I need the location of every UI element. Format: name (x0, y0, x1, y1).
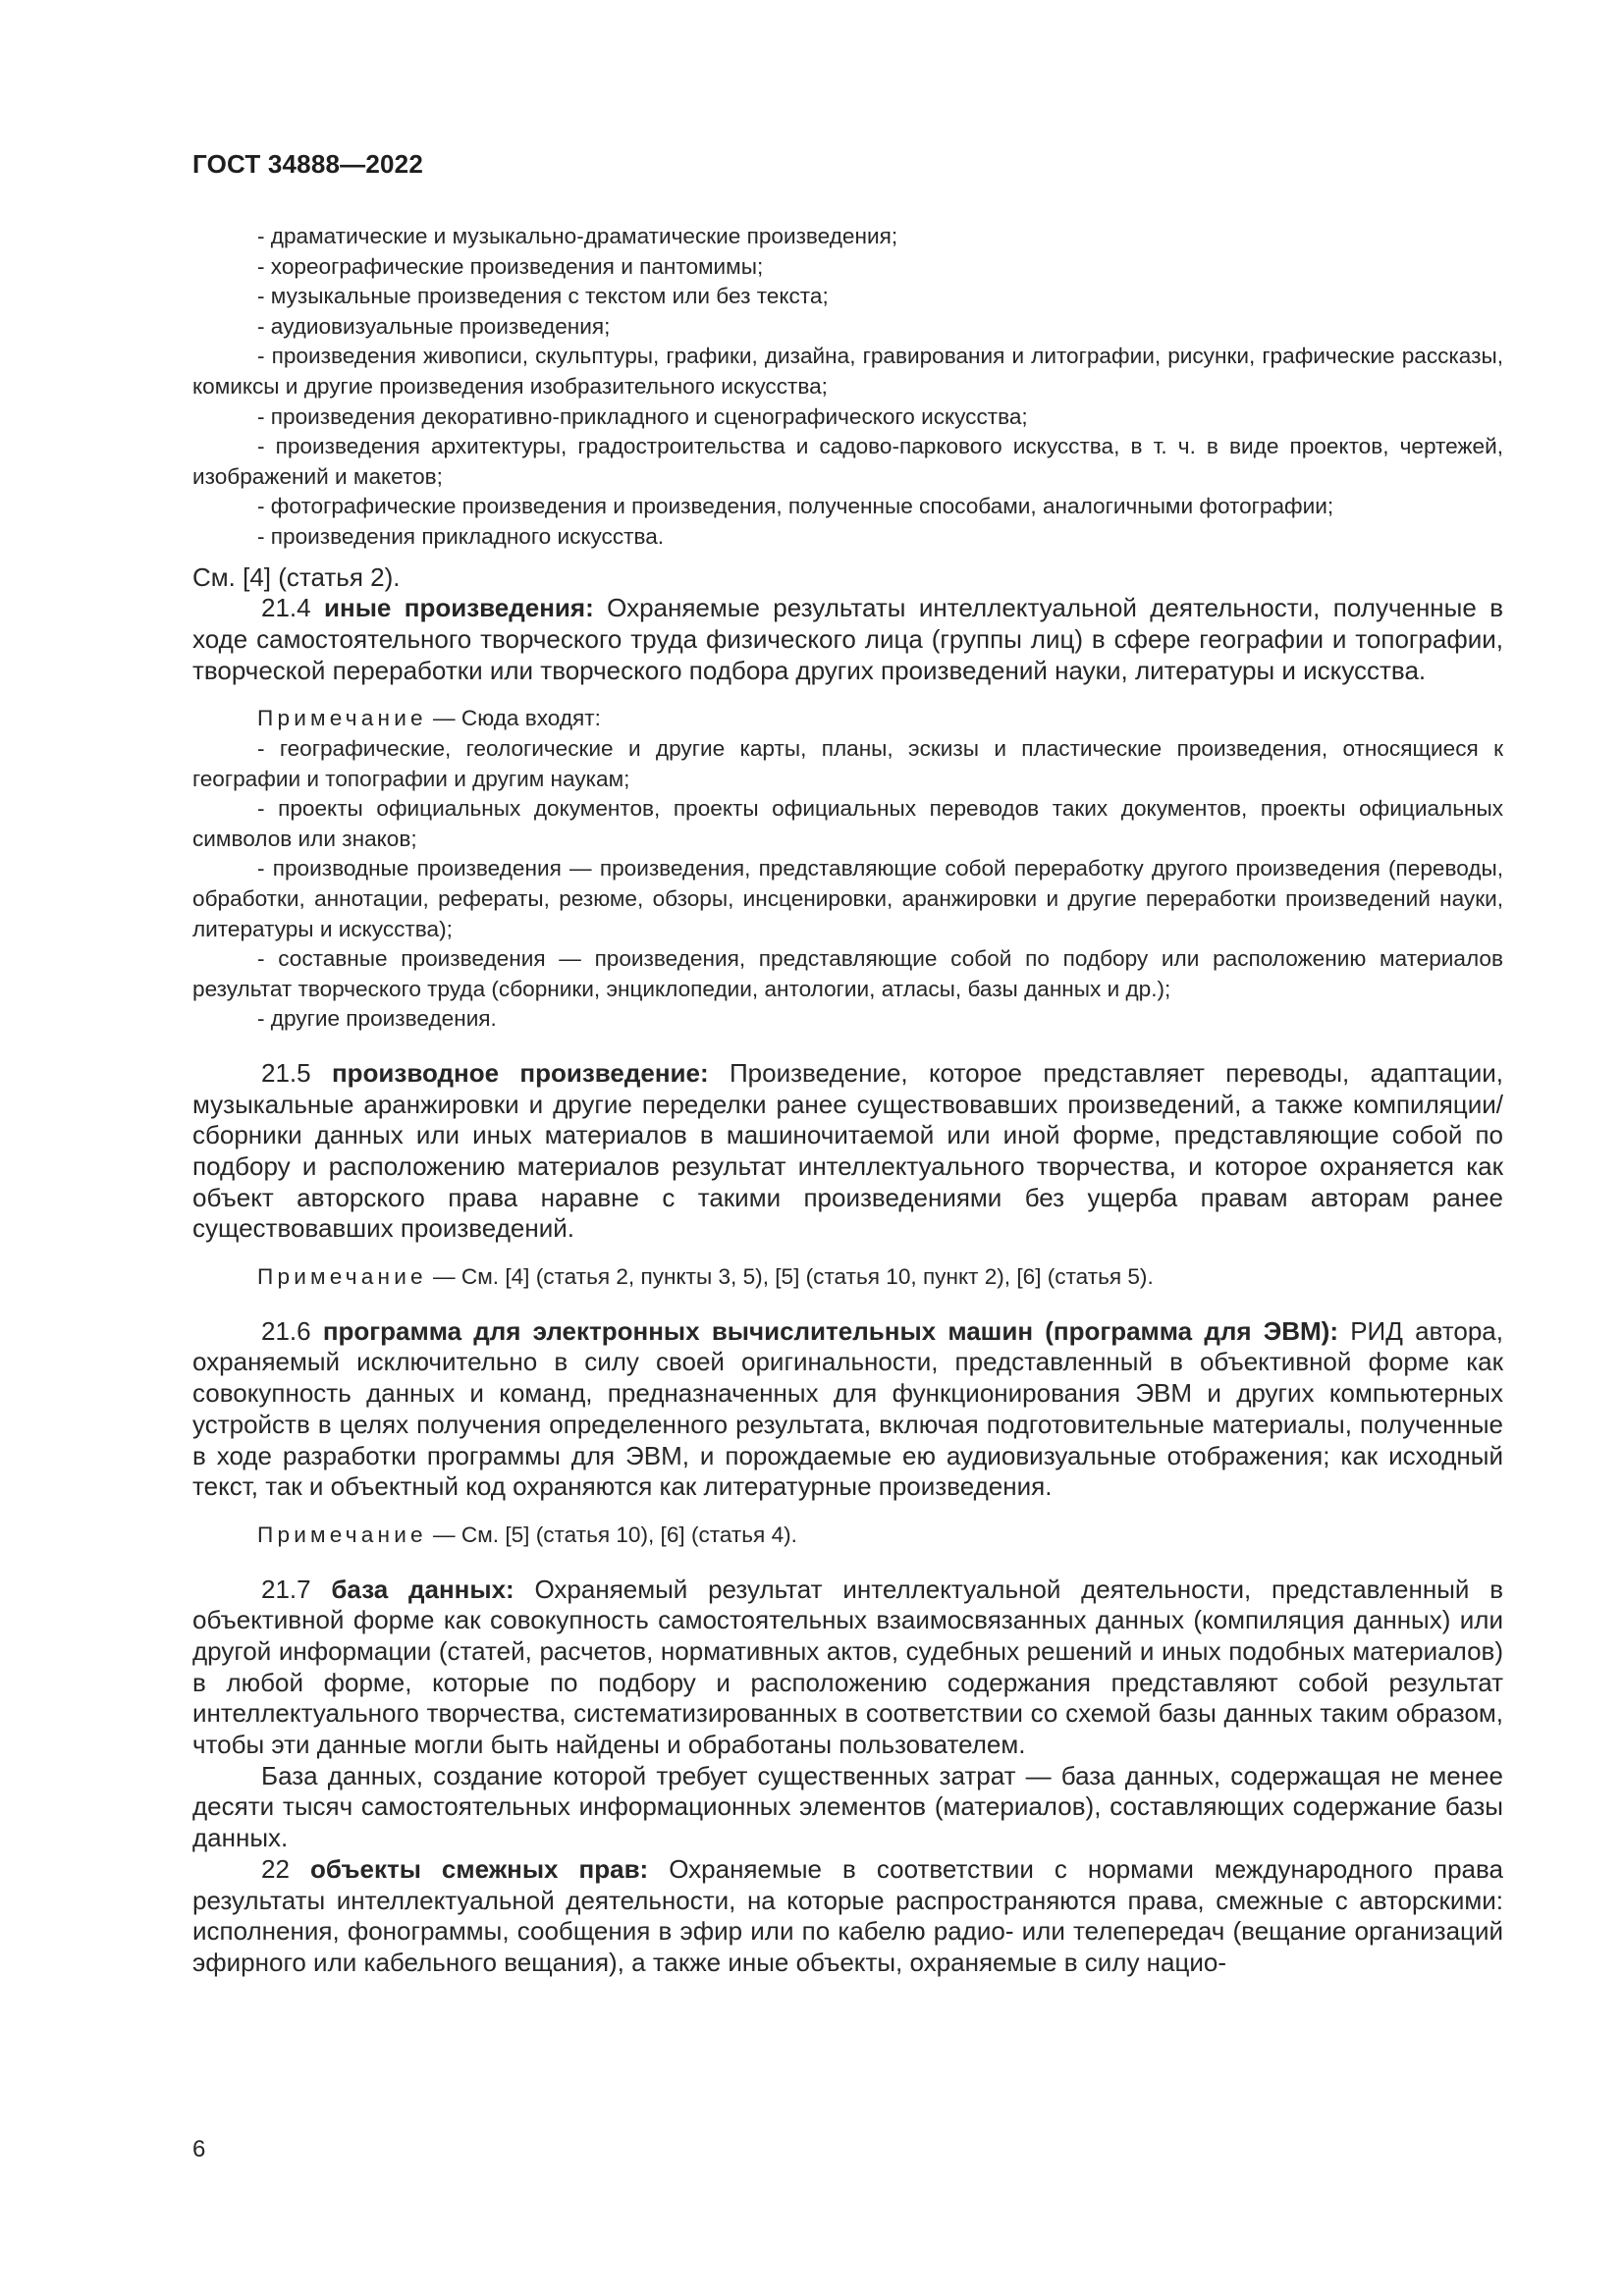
list-item: - произведения живописи, скульптуры, графики, дизайна, гравирования и литографии, рисунки, графические рассказы, комиксы и другие произведения изобразительного искусства; (192, 344, 1503, 399)
list-item: - произведения прикладного искусства. (257, 523, 665, 549)
term-number: 21.5 (261, 1057, 332, 1088)
term-paragraph (192, 1575, 1503, 1761)
list-item: - драматические и музыкально-драматические произведения; (257, 224, 898, 248)
reference-line: См. [4] (статья 2). (192, 561, 401, 592)
list-item: - произведения архитектуры, градостроительства и садово-паркового искусства, в т. ч. в виде проектов, чертежей, изображений и макетов; (192, 434, 1503, 489)
note-intro: — Сюда входят: (426, 706, 601, 731)
note-item: - составные произведения — произведения, представляющие собой по подбору или расположению материалов результат творческого труда (сборники, энциклопедии, антологии, атласы, базы данных и др.); (192, 946, 1503, 1001)
term-paragraph (192, 1316, 1503, 1503)
term-name: база данных: (331, 1574, 514, 1604)
term-number: 22 (261, 1853, 310, 1884)
definition-paragraph: База данных, создание которой требует существенных затрат — база данных, содержащая не менее десяти тысяч самостоятельных информационных элементов (материалов), составляющих содержание базы данных. (192, 1760, 1503, 1853)
note-label: Примечание (257, 1522, 427, 1547)
list-item: - аудиовизуальные произведения; (257, 313, 611, 339)
note-line (192, 1521, 1503, 1551)
section-21-5 (192, 1058, 1503, 1245)
document-header: ГОСТ 34888—2022 (192, 149, 423, 179)
section-21-7 (192, 1575, 1503, 1979)
note-heading (192, 704, 1503, 734)
note-text: — См. [5] (статья 10), [6] (статья 4). (426, 1522, 797, 1547)
term-definition: Охраняемые результаты интеллектуальной деятельности, полученные в ходе самостоятельного творческого труда физического лица (группы лиц) в сфере географии и топографии, творческой переработки или творческого подбора других произведений науки, литературы и искусства. (192, 593, 1504, 685)
term-definition: Охраняемые в соответствии с нормами международного права результаты интеллектуальной деятельности, на которые распространяются права, смежные с авторскими: исполнения, фонограммы, сообщения в эфир или по кабелю радио- или телепередач (вещание организаций эфирного или кабельного вещания), а также иные объекты, охраняемые в силу нацио- (192, 1853, 1504, 1977)
note-item: - проекты официальных документов, проекты официальных переводов таких документов, проекты официальных символов или знаков; (192, 796, 1503, 851)
note-text: — См. [4] (статья 2, пункты 3, 5), [5] (статья 10, пункт 2), [6] (статья 5). (426, 1264, 1154, 1290)
note-line (192, 1262, 1503, 1293)
term-number: 21.4 (261, 593, 325, 623)
term-definition: Произведение, которое представляет переводы, адаптации, музыкальные аранжировки и другие переделки ранее существовавших произведений, а также компиляции/сборники данных или иных материалов в машиночитаемой или иной форме, представляющие собой по подбору и расположению материалов результат интеллектуального творчества, и которое охраняется как объект авторского права наравне с такими произведениями без ущерба правам авторам ранее существовавших произведений. (192, 1057, 1504, 1244)
note-21-4 (192, 704, 1503, 1035)
list-item: - произведения декоративно-прикладного и сценографического искусства; (257, 403, 1028, 429)
term-definition: Охраняемый результат интеллектуальной деятельности, представленный в объективной форме как совокупность самостоятельных взаимосвязанных данных (компиляция данных) или другой информации (статей, расчетов, нормативных актов, судебных решений и иных подобных материалов) в любой форме, которые по подбору и расположению содержания представляют собой результат интеллектуального творчества, систематизированных в соответствии со схемой базы данных таким образом, чтобы эти данные могли быть найдены и обработаны пользователем. (192, 1574, 1504, 1760)
term-name: производное произведение: (331, 1057, 709, 1088)
term-name: иные произведения: (324, 593, 594, 623)
term-number: 21.7 (261, 1574, 332, 1604)
list-item: - хореографические произведения и пантомимы; (257, 253, 764, 279)
page-number: 6 (192, 2136, 206, 2163)
note-item: - географические, геологические и другие карты, планы, эскизы и пластические произведения, относящиеся к географии и топографии и другим наукам; (192, 735, 1503, 791)
note-label: Примечание (257, 1264, 427, 1290)
note-item: - производные произведения — произведения, представляющие собой переработку другого произведения (переводы, обработки, аннотации, рефераты, резюме, обзоры, инсценировки, аранжировки и другие переработки произведений науки, литературы и искусства); (192, 856, 1503, 941)
term-name: программа для электронных вычислительных машин (программа для ЭВМ): (322, 1315, 1338, 1346)
works-list (192, 222, 1503, 553)
section-21-4 (192, 562, 1503, 687)
list-item: - фотографические произведения и произведения, полученные способами, аналогичными фотографии; (257, 494, 1334, 519)
note-item: - другие произведения. (257, 1006, 497, 1032)
section-21-6 (192, 1316, 1503, 1503)
term-number: 21.6 (261, 1315, 323, 1346)
note-label: Примечание (257, 706, 427, 731)
document-body (192, 222, 1503, 1979)
term-paragraph (192, 1058, 1503, 1245)
term-paragraph (192, 593, 1503, 686)
note-21-6 (192, 1521, 1503, 1551)
note-21-5 (192, 1262, 1503, 1293)
term-name: объекты смежных прав: (309, 1853, 649, 1884)
term-paragraph (192, 1854, 1503, 1979)
list-item: - музыкальные произведения с текстом или без текста; (257, 284, 829, 309)
term-definition: РИД автора, охраняемый исключительно в силу своей оригинальности, представленный в объективной форме как совокупность данных и команд, предназначенных для функционирования ЭВМ и других компьютерных устройств в целях получения определенного результата, включая подготовительные материалы, полученные в ходе разработки программы для ЭВМ, и порождаемые ею аудиовизуальные отображения; как исходный текст, так и объектный код охраняются как литературные произведения. (192, 1315, 1503, 1502)
